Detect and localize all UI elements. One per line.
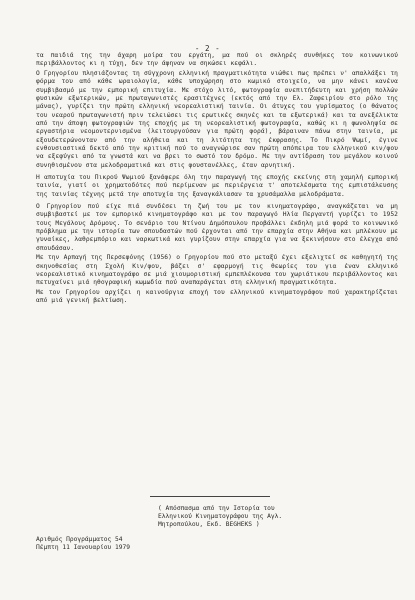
source-line: Μητροπούλου, Εκδ. BEGHEKS ) <box>158 521 260 529</box>
paragraph: Με την Αρπαγή της Περσεφόνης (1956) ο Γρηγορίου πού στο μεταξύ έχει εξελιχτεί σε καθηγητή της σκηνοθεσίας στη Σχολή Κιν/φου, βάζει σ' εφαρμογή τις θεωρίες του για έναν ελληνικό νεορεαλιστικό κινηματογράφο σε μιά χιουμοριστική εμπεπλέκουσα του χωριάτικου περιβάλλοντος και πετυχαίνει μιά ηθογραφική κωμωδία πού αναπαράγεται στη ελληνική πραγματικότητα. <box>36 254 398 287</box>
program-number: Αριθμός Προγράμματος 54 <box>36 536 123 543</box>
paragraph: Η αποτυχία του Πικρού Ψωμιού ξανάφερε όλη την παραγωγή της εποχής εκείνης στη χαμηλή εμπορική ταινία, γιατί οι χρηματοδότες πού περίμεναν με περιέργεια τ' αποτελέσματα της εμπιστάλευσης της ταινίας τέχνης μετά την αποτυχία της ξαναγκάλιασαν τα χρυσάμαλλα μελοδράματα. <box>36 174 398 198</box>
divider-line <box>150 496 270 497</box>
page-number: - 2 - <box>194 44 221 53</box>
article-body <box>36 52 398 307</box>
program-info <box>36 536 236 552</box>
paragraph: Με τον Γρηγορίου αρχίζει η καινούργια εποχή του ελληνικού κινηματογράφου πού χαρακτηρίζεται από μιά γενική βελτίωση. <box>36 288 398 305</box>
paragraph: τα παιδιά της την άχαρη μοίρα του εργάτη, μα πού οι σκληρές συνθήκες του κοινωνικού περιβάλλοντος κι η τύχη, δεν την άφηναν να σηκώσει κεφάλι. <box>36 52 398 68</box>
paragraph: Ο Γρηγορίου πλησιάζοντας τη σύγχρονη ελληνική πραγματικότητα νιώθει πως πρέπει ν' απαλλάξει τη φόρμα του από κάθε ωραιολογία, κάθε υποχώρηση στο κωμικό στοιχείο, να μην κάνει κανένα συμβιβασμό με την εμπορική επιτυχία. Με στόχο λιτό, φωτογραφία ανεπιτήδευτη και χρήση πολλών φυσικών εξωτερικών, με πρωταγωνιστές ερασιτέχνες (εκτός από την Ελ. Ζαφειρίου στο ρόλο της μάνας), γυρίζει την πρώτη ελληνική νεορεαλιστική ταινία. Οι άτυχες του γυρίσματος (ο θάνατος του νεαρού πρωταγωνιστή πριν τελειώσει τις ερωτικές σκηνές και τα εξωτερικά) και τα ανεξέλικτα από την άποψη φωτογραφιών της εποχής με τη νεορεαλιστική φωτογραφία, καθώς κι η φωνοληψία σε εργαστήρια νεομοντερνισμένα (λειτουργούσαν για πρώτη φορά), βάραιναν πάνω στην ταινία, με εξουδετερώνονταν από την αλήθεια και τη λιτότητα της έκφρασης. Το Πικρό Ψωμί, έγινε ενθουσιαστικά δεκτό από την κριτική πού το αναγνώρισε σαν πρώτη απόπειρα του ελληνικού κιν/φου να εξεφύγει από τα γνωστά και να βρει το σωστό του δρόμο. Με την αντίδραση του μεγάλου κοινού συνηθισμένου στα μελοδραματικά και στις φουστανέλλες, έταν αρνητική. <box>36 69 398 169</box>
program-date: Πέμπτη 11 Ιανουαρίου 1979 <box>36 544 131 552</box>
source-citation <box>158 505 398 530</box>
paragraph: Ο Γρηγορίου πού είχε πιά συνδέσει τη ζωή του με τον κινηματογράφο, αναγκάζεται να μη συμβιβαστεί με τον εμπορικό κινηματογράφο και με τον παραγωγό Ηλία Περγαντή γυρίζει το 1952 τους Μεγάλους Δρόμους. Το σενάριο του Ντίνου Δημόπουλου προβάλλει έκδηλη μιά φορά το κοινωνικό πρόβλημα με την ιστορία των σπουδαστών πού έρχονται από την επαρχία στην Αθήνα και μπλέκουν με γυναίκες, λαθρεμπόριο και ναρκωτικά και γυρίζουν στην επαρχία για να ξεκινήσουν στο έλεγχα από σπουδάσαν. <box>36 203 398 252</box>
source-line: ( Απόσπασμα από την Ιστορία του <box>158 505 275 512</box>
source-line: Ελληνικού Κινηματογράφου της Αγλ. <box>158 513 283 521</box>
